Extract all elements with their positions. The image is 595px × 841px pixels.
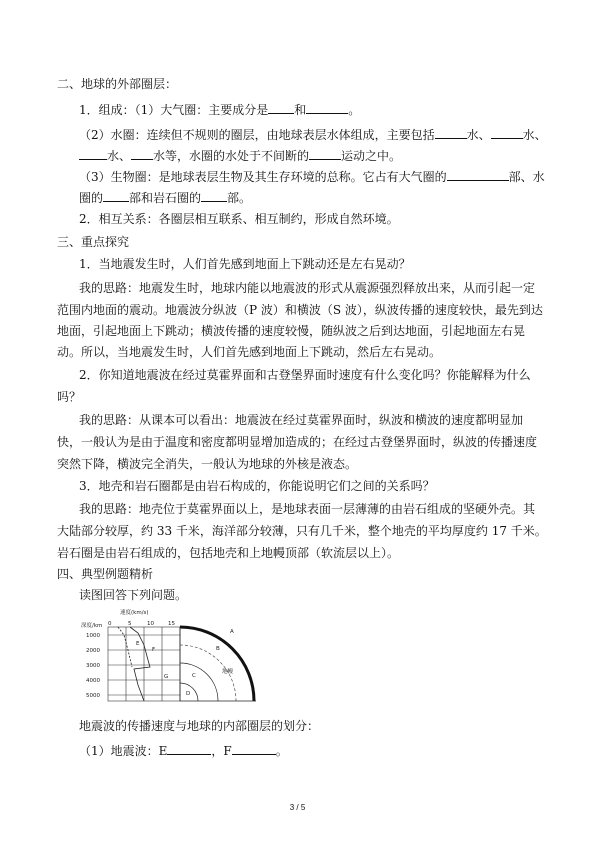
blank[interactable] — [268, 101, 294, 114]
question-1: 1．当地震发生时，人们首先感到地面上下跳动还是左右晃动？ — [79, 257, 411, 271]
blank[interactable] — [232, 742, 276, 755]
label-c: C — [192, 673, 196, 679]
answer-3-line-1: 我的思路：地壳位于莫霍界面以上，是地球表面一层薄薄的由岩石组成的坚硬外壳。其 — [79, 502, 536, 516]
label-b: B — [216, 646, 220, 652]
section-title-example: 四、典型例题精析 — [57, 567, 154, 581]
grid — [108, 627, 180, 701]
section-title-inquiry: 三、重点探究 — [57, 235, 130, 249]
blank[interactable] — [103, 189, 129, 202]
section-title-outer-spheres: 二、地球的外部圈层： — [57, 77, 178, 91]
question-2-line-1: 2．你知道地震波在经过莫霍界面和古登堡界面时速度有什么变化吗？你能解释为什么 — [79, 368, 531, 382]
hydrosphere-line-1: （2）水圈：连续但不规则的圈层，由地球表层水体组成，主要包括 水、 水、 — [79, 128, 547, 142]
question-2-line-2: 吗？ — [57, 390, 82, 404]
y-tick: 4000 — [86, 678, 100, 684]
x-tick: 10 — [147, 621, 154, 627]
hydrosphere-line-2: 水、 水等，水圈的水处于不间断的 运动之中。 — [79, 147, 401, 164]
answer-1-line-1: 我的思路：地震发生时，地球内能以地震波的形式从震源强烈释放出来，从而引起一定 — [79, 281, 536, 295]
answer-1-line-4: 动。所以，当地震发生时，人们首先感到地面上下跳动，然后左右晃动。 — [57, 345, 442, 359]
blank[interactable] — [447, 168, 509, 181]
y-tick: 1000 — [86, 633, 100, 639]
label-g: G — [164, 674, 169, 680]
blank[interactable] — [131, 147, 153, 160]
y-ticks — [86, 633, 100, 699]
question-3: 3．地壳和岩石圈都是由岩石构成的，你能说明它们之间的关系吗？ — [79, 479, 435, 493]
label-mantle: 地幔 — [222, 669, 234, 675]
label-f: F — [152, 647, 156, 653]
depth-axis-label: 深度/km — [81, 623, 103, 629]
biosphere-line-1: （3）生物圈：是地球表层生物及其生存环境的总称。它占有大气圈的 部、水 — [79, 170, 545, 184]
answer-1-line-2: 范围内地面的震动。地震波分纵波（P 波）和横波（S 波），纵波传播的速度较快，最先到达 — [57, 303, 543, 317]
earth-crust-arc — [180, 627, 254, 701]
y-tick: 3000 — [86, 663, 100, 669]
y-tick: 5000 — [86, 693, 100, 699]
example-caption: 地震波的传播速度与地球的内部圈层的划分： — [79, 719, 320, 733]
blank[interactable] — [435, 126, 467, 139]
blank[interactable] — [79, 147, 107, 160]
seismic-figure — [80, 605, 270, 705]
x-ticks — [108, 621, 175, 627]
blank[interactable] — [167, 742, 211, 755]
blank[interactable] — [306, 101, 348, 114]
speed-axis-label: 速度(km/s) — [120, 610, 149, 616]
page-number: 3 / 5 — [289, 803, 306, 812]
label-e: E — [136, 641, 140, 647]
label-d: D — [186, 691, 191, 697]
example-question-1: （1）地震波：E ，F 。 — [79, 744, 288, 758]
seismic-figure-svg — [80, 605, 270, 705]
answer-2-line-1: 我的思路：从课本可以看出：地震波在经过莫霍界面时，纵波和横波的速度都明显加 — [79, 413, 524, 427]
answer-1-line-3: 地面，引起地面上下跳动；横波传播的速度较慢，随纵波之后到达地面，引起地面左右晃 — [57, 324, 526, 338]
blank[interactable] — [309, 147, 341, 160]
y-tick: 2000 — [86, 648, 100, 654]
answer-3-line-3: 岩石圈是由岩石组成的，包括地壳和上地幔顶部（软流层以上）。 — [57, 546, 400, 560]
x-tick: 15 — [168, 621, 175, 627]
answer-3-line-2: 大陆部分较厚，约 33 千米，海洋部分较薄，只有几千米，整个地壳的平均厚度约 17 千米。 — [57, 524, 547, 538]
answer-2-line-2: 快，一般认为是由于温度和密度都明显增加造成的；在经过古登堡界面时，纵波的传播速度 — [57, 435, 538, 449]
relation-line: 2．相互关系：各圈层相互联系、相互制约，形成自然环境。 — [79, 212, 399, 226]
x-tick: 0 — [108, 621, 112, 627]
wave-curve-f — [118, 627, 132, 667]
x-tick: 5 — [128, 621, 132, 627]
blank[interactable] — [201, 189, 227, 202]
composition-line: 1．组成：（1）大气圈：主要成分是 和 。 — [79, 103, 361, 117]
answer-2-line-3: 突然下降，横波完全消失，一般认为地球的外核是液态。 — [57, 457, 358, 471]
wave-curve-e — [130, 627, 150, 701]
blank[interactable] — [491, 126, 523, 139]
biosphere-line-2: 圈的 部和岩石圈的 部。 — [79, 191, 252, 205]
example-intro: 读图回答下列问题。 — [79, 588, 188, 602]
label-a: A — [230, 629, 234, 635]
